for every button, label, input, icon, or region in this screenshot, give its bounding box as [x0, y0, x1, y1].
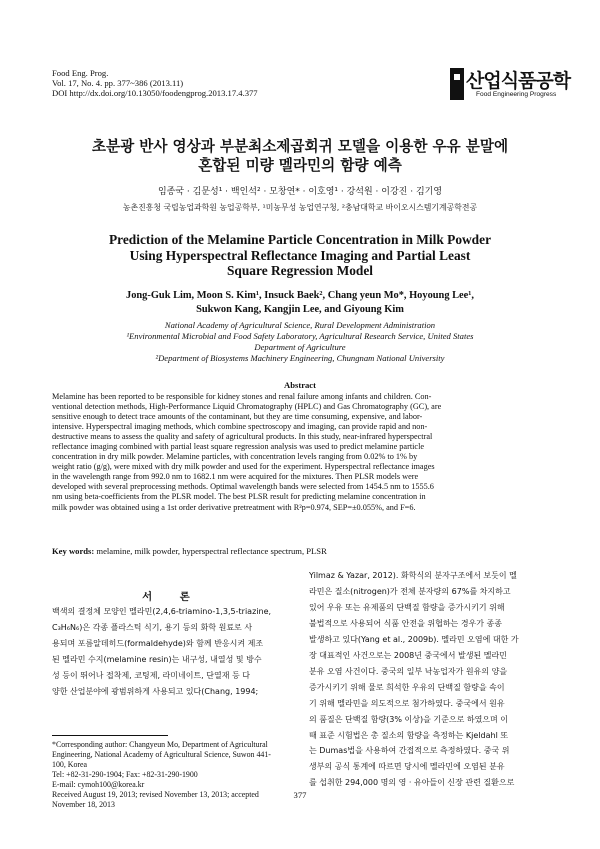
body-line: 된 멜라민 수지(melamine resin)는 내구성, 내열성 및 방수: [52, 654, 262, 664]
affiliation-line: National Academy of Agricultural Science, Rural Development Administration: [164, 320, 436, 330]
body-line: 기 위해 멜라민을 의도적으로 첨가하였다. 중국에서 원유: [309, 698, 505, 708]
english-title-line: Prediction of the Melamine Particle Concentration in Milk Powder: [108, 232, 492, 247]
korean-authors: 임종국 · 김문성¹ · 백인석² · 모창연* · 이호영¹ · 강석원 · 이강진 · 김기영: [157, 187, 443, 197]
abstract-line: in the wavelength range from 992.0 nm to 1682.1 nm were acquired for the mixtures. Then PLSR models were: [52, 472, 419, 482]
body-line: 불법적으로 사용되어 식품 안전을 위협하는 경우가 종종: [309, 618, 502, 628]
body-line: 분유 오염 사건이다. 중국의 일부 낙농업자가 원유의 양을: [309, 666, 508, 676]
abstract-body: [52, 392, 548, 513]
right-column-text: [309, 568, 549, 791]
body-line: 백색의 결정체 모양인 멜라민(2,4,6-triamino-1,3,5-triazine,: [52, 607, 272, 616]
english-authors: [70, 289, 530, 316]
journal-volume: Vol. 17, No. 4. pp. 377~386 (2013.11): [52, 78, 184, 89]
keywords-text: melamine, milk powder, hyperspectral reflectance spectrum, PLSR: [96, 546, 327, 556]
body-line: 증가시키기 위해 물로 희석한 우유의 단백질 함량을 속이: [309, 682, 505, 692]
journal-header: [52, 68, 258, 99]
english-affiliations: [70, 320, 530, 364]
journal-name: Food Eng. Prog.: [52, 68, 109, 78]
footnote-line: 100, Korea: [52, 760, 88, 769]
abstract-line: Melamine has been reported to be responsible for kidney stones and renal failure among infants and children. Con-: [52, 392, 432, 401]
affiliation-line: ¹Environmental Microbial and Food Safety Laboratory, Agricultural Research Service, United States: [126, 331, 474, 341]
body-line: 성 등이 뛰어나 접착제, 코팅제, 라미네이트, 단열재 등 다: [52, 670, 250, 680]
abstract-line: destructive means to assess the quality and safety of agricultural products. In this study, near-infrared hyperspectral: [52, 432, 433, 442]
footnote-divider: [52, 735, 168, 736]
body-line: 양한 산업분야에 광범위하게 사용되고 있다(Chang, 1994;: [52, 686, 259, 696]
footnote-line: *Corresponding author: Changyeun Mo, Department of Agricultural: [52, 740, 268, 749]
korean-affiliations: 농촌진흥청 국립농업과학원 농업공학부, ¹미농무성 농업연구청, ²충남대학교 바이오시스템기계공학전공: [122, 203, 478, 212]
journal-doi[interactable]: DOI http://dx.doi.org/10.13050/foodengprog.2013.17.4.377: [52, 88, 258, 99]
logo-korean-text: 산업식품공학: [466, 70, 571, 92]
body-line: Yilmaz & Yazar, 2012). 화학식의 분자구조에서 보듯이 멜: [309, 571, 517, 580]
korean-title-line: 초분광 반사 영상과 부분최소제곱회귀 모델을 이용한 우유 분말에: [91, 138, 509, 155]
abstract-line: milk powder was obtained using a 1st order derivative pretreatment with R²p=0.974, SEP=±0.055%, and F=6.: [52, 502, 416, 512]
body-line: 의 품질은 단백질 함량(3% 이상)을 기준으로 하였으며 이: [309, 714, 509, 724]
body-line: 생부의 공식 통계에 따르면 당시에 멜라민에 오염된 분유: [309, 762, 505, 772]
english-title-line: Square Regression Model: [226, 263, 374, 278]
body-line: 는 Dumas법을 사용하여 간접적으로 측정하였다. 중국 위: [309, 746, 510, 756]
body-line: 발생하고 있다(Yang et al., 2009b). 멜라민 오염에 대한 가: [309, 634, 519, 644]
english-authors-line: Sukwon Kang, Kangjin Lee, and Giyoung Kim: [196, 303, 404, 315]
abstract-line: sensitive enough to detect trace amounts of the contaminant, but they are time consuming, expensive, and labor-: [52, 412, 423, 422]
english-title-line: Using Hyperspectral Reflectance Imaging and Partial Least: [129, 247, 471, 263]
logo-english-text: Food Engineering Progress: [476, 91, 557, 98]
body-line: 용되며 포름알데히드(formaldehyde)와 함께 반응시켜 제조: [52, 638, 264, 648]
abstract-heading: Abstract: [284, 380, 316, 390]
abstract-line: intensive. Hyperspectral imaging methods, which combine spectroscopy and imaging, can provide rapid and non-: [52, 422, 428, 432]
abstract-line: developed with several preprocessing methods. Optimal wavelength bands were selected from 1454.5 nm to 1555.6: [52, 482, 434, 492]
footnote-line: Received August 19, 2013; revised November 13, 2013; accepted: [52, 790, 259, 799]
footnote-email[interactable]: E-mail: cymoh100@korea.kr: [52, 780, 145, 789]
body-line: 장 대표적인 사건으로는 2008년 중국에서 발생된 멜라민: [309, 650, 507, 660]
english-authors-line: Jong-Guk Lim, Moon S. Kim¹, Insuck Baek², Chang yeun Mo*, Hoyoung Lee¹,: [126, 290, 474, 301]
body-line: C₃H₆N₆)은 각종 플라스틱 식기, 용기 등의 화학 원료로 사: [52, 622, 253, 632]
body-line: 때 표준 시험법은 총 질소의 함량을 측정하는 Kjeldahl 또: [309, 730, 509, 740]
keywords-label: Key words:: [52, 546, 95, 556]
footnote-line: Tel: +82-31-290-1904; Fax: +82-31-290-1900: [52, 770, 198, 779]
body-line: 있어 우유 또는 유제품의 단백질 함량을 증가시키기 위해: [309, 602, 505, 612]
page-number: 377: [293, 790, 307, 800]
left-column-text: [52, 604, 292, 700]
journal-logo: [450, 66, 571, 104]
keywords: [52, 546, 548, 556]
abstract-line: concentration in dry milk powder. Melamine particles, with concentration levels ranging from 0.02% to 1% by: [52, 452, 418, 462]
body-line: 라민은 질소(nitrogen)가 전체 분자량의 67%를 차지하고: [309, 586, 511, 596]
footnote-line: November 18, 2013: [52, 800, 115, 809]
body-line: 를 섭취한 294,000 명의 영 · 유아들이 신장 관련 질환으로: [309, 778, 515, 788]
affiliation-line: Department of Agriculture: [254, 342, 346, 352]
abstract-line: weight ratio (g/g), were mixed with dry milk powder and used for the experiment. Hyperspectral reflectance images: [52, 462, 435, 472]
korean-title: [40, 137, 560, 175]
footnote-line: Engineering, National Academy of Agricultural Science, Suwon 441-: [52, 750, 271, 759]
abstract-line: ventional detection methods, High-Performance Liquid Chromatography (HPLC) and Gas Chromatography (GC), are: [52, 402, 442, 412]
logo-mark-icon: [450, 68, 464, 100]
affiliation-line: ²Department of Biosystems Machinery Engineering, Chungnam National University: [155, 353, 445, 363]
korean-title-line: 혼합된 미량 멜라민의 함량 예측: [198, 157, 402, 174]
abstract-line: nm using beta-coefficients from the PLSR model. The best PLSR result for predicting melamine concentration in: [52, 492, 426, 502]
english-title: [90, 232, 510, 279]
abstract-line: reflectance imaging combined with partial least square regression analysis was used to predict melamine particle: [52, 442, 425, 452]
section-heading-introduction: 서 론: [142, 591, 202, 603]
